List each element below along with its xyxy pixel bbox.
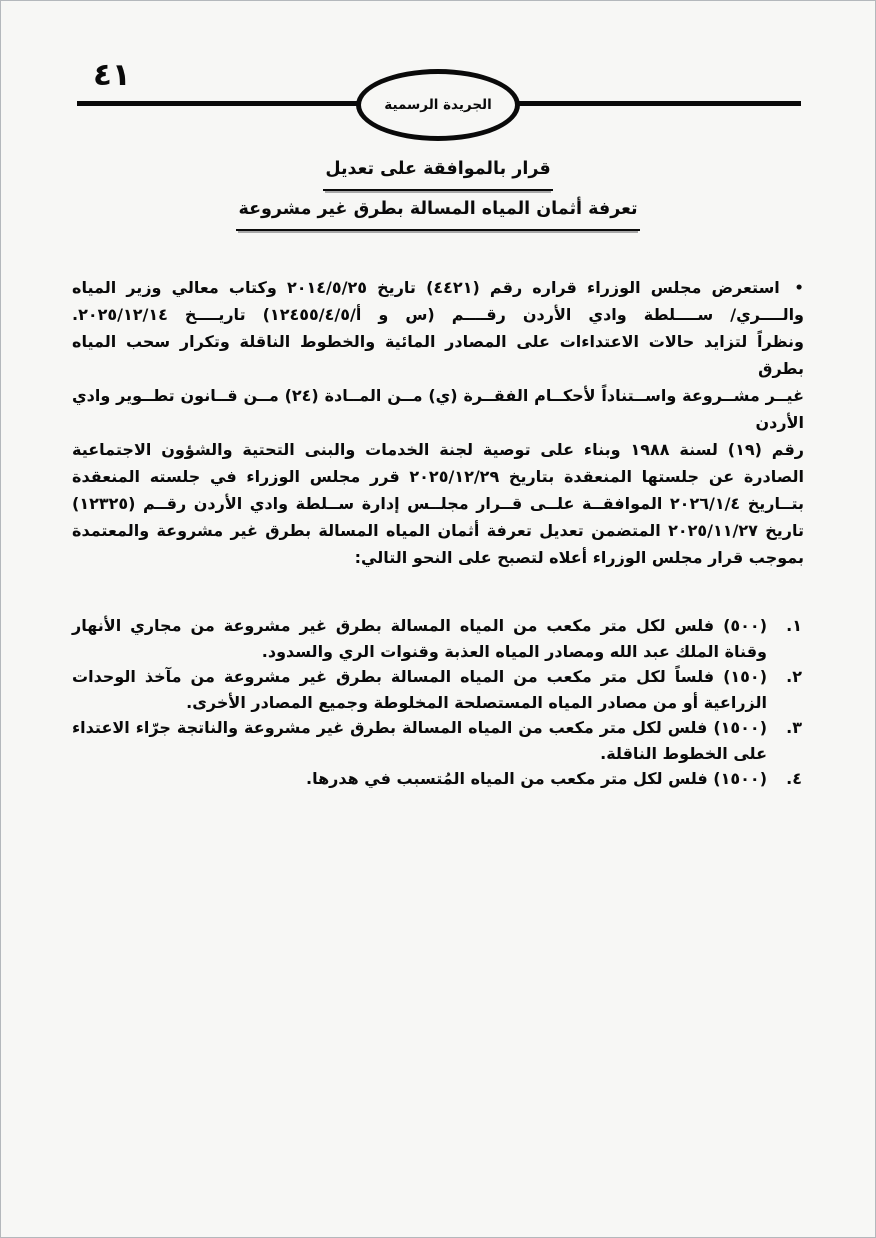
decision-line-text: استعرض مجلس الوزراء قراره رقم (٤٤٢١) تاريخ ٢٠١٤/٥/٢٥ وكتاب معالي وزير المياه: [72, 278, 780, 297]
tariff-item-number: ٢.: [786, 667, 802, 686]
page-content: [72, 151, 804, 792]
tariff-item-line: الزراعية أو من مصادر المياه المستصلحة المخلوطة وجميع المصادر الأخرى.: [186, 692, 767, 712]
decision-line: غيــر مشــروعة واســتناداً لأحكــام الفقــرة (ي) مــن المــادة (٢٤) مــن قــانون تطــوير وادي الأردن: [72, 386, 805, 432]
gazette-name: الجريدة الرسمية: [384, 97, 492, 113]
gazette-seal: [356, 69, 520, 141]
tariff-item-line: (١٥٠) فلساً لكل متر مكعب من المياه المسالة بطرق غير مشروعة من مآخذ الوحدات: [72, 667, 767, 686]
tariff-item: [72, 715, 804, 766]
decision-title: [72, 151, 804, 231]
tariff-item-line: (١٥٠٠) فلس لكل متر مكعب من المياه المسالة بطرق غير مشروعة والناتجة جرّاء الاعتداء: [72, 718, 767, 737]
decision-line: بموجب قرار مجلس الوزراء أعلاه لتصبح على النحو التالي:: [354, 548, 804, 567]
decision-line: رقم (١٩) لسنة ١٩٨٨ وبناء على توصية لجنة الخدمات والبنى التحتية والشؤون الاجتماعية: [72, 440, 805, 459]
tariff-list: [72, 613, 804, 792]
decision-line: [72, 274, 804, 301]
tariff-item-number: ٤.: [786, 769, 802, 788]
tariff-item-line: (٥٠٠) فلس لكل متر مكعب من المياه المسالة بطرق غير مشروعة من مجاري الأنهار: [72, 616, 767, 635]
tariff-item: [72, 613, 804, 664]
tariff-item-number: ١.: [786, 616, 802, 635]
bullet-icon: •: [794, 278, 804, 297]
decision-title-line1: قرار بالموافقة على تعديل: [323, 151, 552, 191]
page-number: ٤١: [93, 57, 131, 93]
decision-line: والــــري/ ســــلطة وادي الأردن رقــــم (س و أ/١٢٤٥٥/٤/٥) تاريــــخ ٢٠٢٥/١٢/١٤.: [72, 305, 804, 324]
decision-line: تاريخ ٢٠٢٥/١١/٢٧ المتضمن تعديل تعرفة أثمان المياه المسالة بطرق غير مشروعة والمعتمدة: [72, 521, 804, 540]
tariff-item: [72, 664, 804, 715]
tariff-item-line: (١٥٠٠) فلس لكل متر مكعب من المياه المُتسبب في هدرها.: [305, 769, 767, 788]
decision-title-row2: [72, 191, 804, 231]
decision-line: بتــاريخ ٢٠٢٦/١/٤ الموافقــة علــى قــرار مجلــس إدارة ســلطة وادي الأردن رقــم (١٢٣٢٥): [72, 494, 804, 513]
decision-title-line2: تعرفة أثمان المياه المسالة بطرق غير مشروعة: [236, 191, 639, 231]
decision-line: ونظراً لتزايد حالات الاعتداءات على المصادر المائية والخطوط الناقلة وتكرار سحب المياه بطرق: [72, 332, 804, 378]
tariff-item: [72, 766, 804, 792]
tariff-item-line: على الخطوط الناقلة.: [600, 743, 767, 763]
tariff-item-number: ٣.: [786, 718, 802, 737]
decision-title-row1: [72, 151, 804, 191]
decision-paragraph: [72, 274, 804, 571]
decision-line: الصادرة عن جلستها المنعقدة بتاريخ ٢٠٢٥/١٢/٢٩ قرر مجلس الوزراء في جلسته المنعقدة: [72, 467, 804, 486]
tariff-item-line: وقناة الملك عبد الله ومصادر المياه العذبة وقنوات الري والسدود.: [261, 641, 767, 661]
